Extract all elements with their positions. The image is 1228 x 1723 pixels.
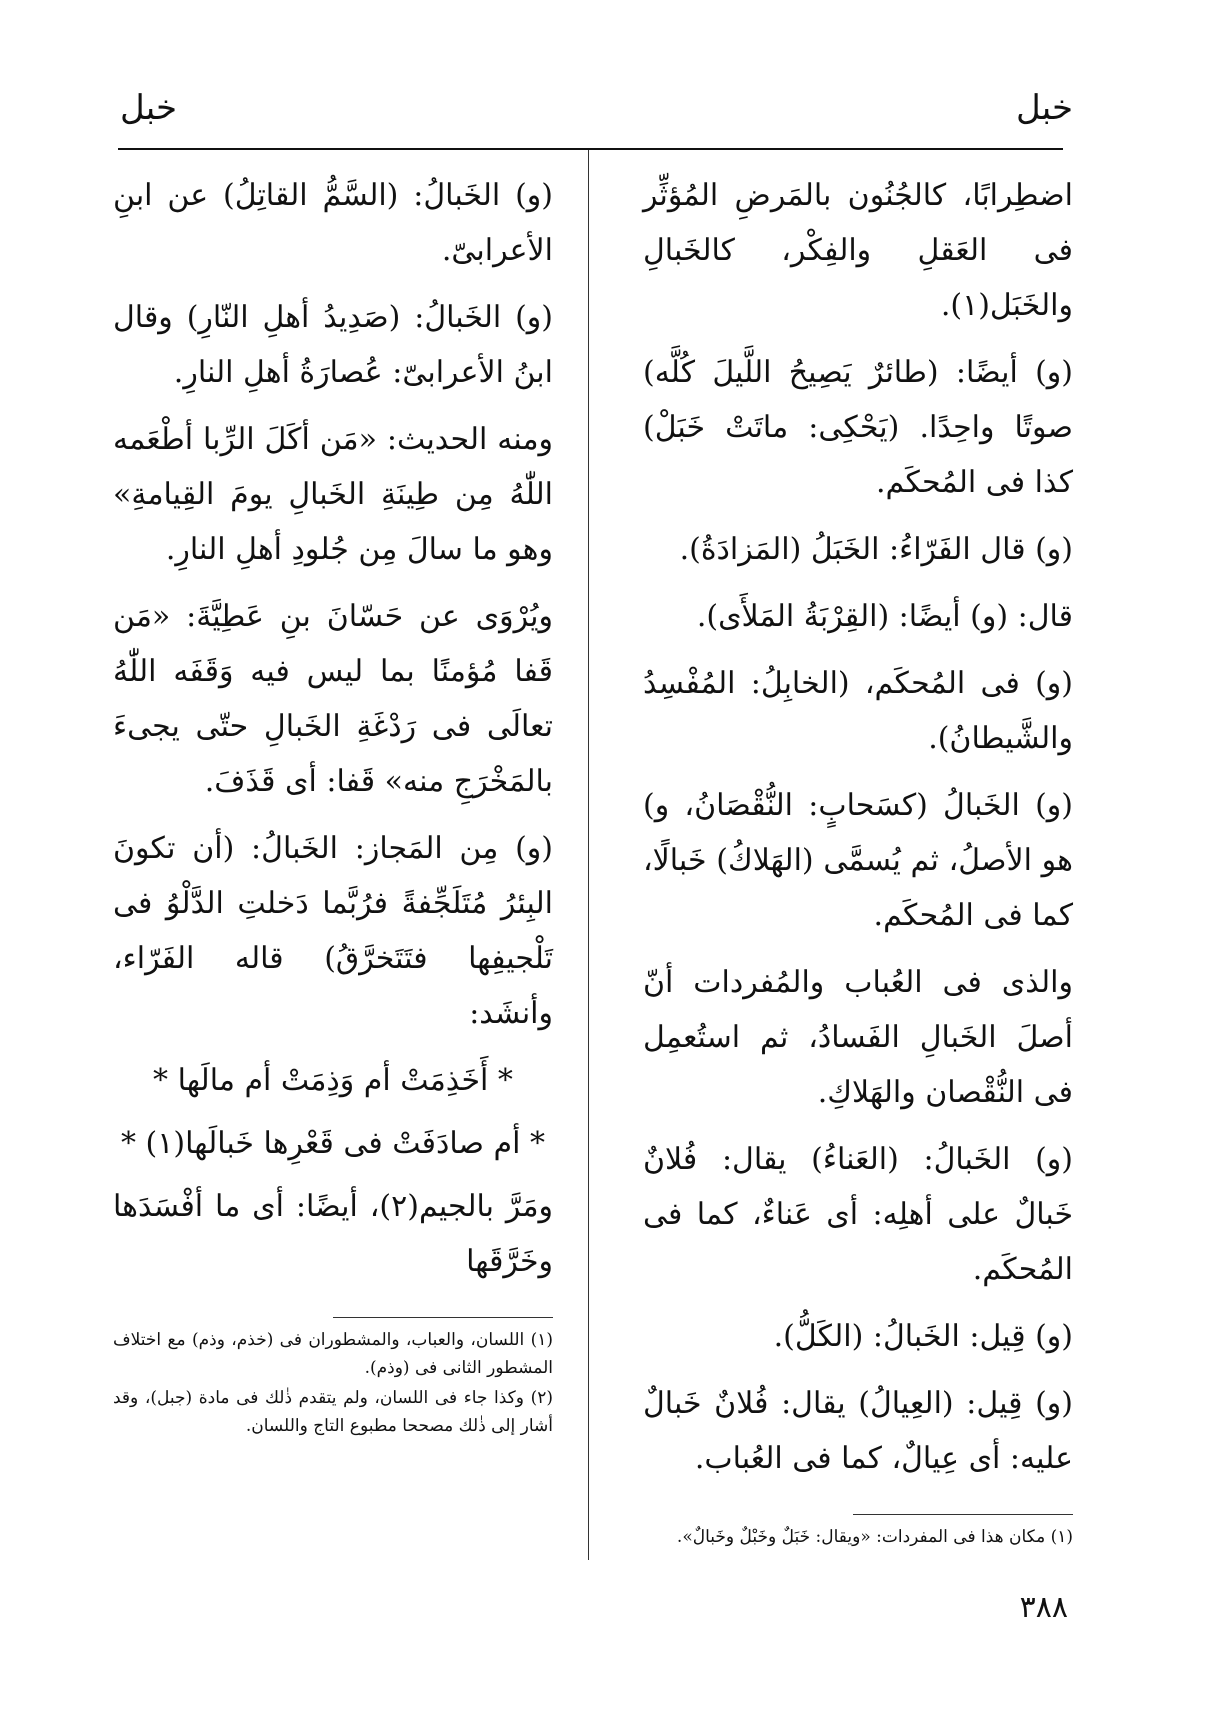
right-column xyxy=(643,168,1073,1553)
footnote: (٢) وكذا جاء فى اللسان، ولم يتقدم ذٰلك فى مادة (جبل)، وقد أشار إلى ذٰلك مصححا مطبوع التاج واللسان. xyxy=(113,1388,553,1436)
paragraph: (و) الخَبالُ: (صَدِيدُ أهلِ النّارِ) وقال ابنُ الأعرابىّ: عُصارَةُ أهلِ النارِ. xyxy=(113,300,553,390)
header-keyword-left: خبل xyxy=(120,88,178,128)
footnote-rule xyxy=(853,1514,1073,1515)
page-number: ٣٨٨ xyxy=(1019,1590,1068,1625)
paragraph: (و) قِيل: (العِيالُ) يقال: فُلانٌ خَبالٌ عليه: أى عِيالٌ، كما فى العُباب. xyxy=(643,1386,1073,1476)
paragraph: ومَرَّ بالجيم(٢)، أيضًا: أى ما أفْسَدَها وخَرَّقَها xyxy=(113,1189,553,1279)
verse-line: * أم صادَفَتْ فى قَعْرِها خَبالَها(١) * xyxy=(121,1126,545,1161)
paragraph: ويُرْوَى عن حَسّانَ بنِ عَطِيَّةَ: «مَن قَفا مُؤمنًا بما ليس فيه وَقَفَه اللّٰهُ تعالَى فى رَدْغَةِ الخَبالِ حتّى يجىءَ بالمَخْرَجِ منه» قَفا: أى قَذَفَ. xyxy=(113,599,553,799)
paragraph: (و) الخَبالُ (كسَحابٍ: النُّقْصَانُ، و) هو الأصلُ، ثم يُسمَّى (الهَلاكُ) خَبالًا، كما فى المُحكَم. xyxy=(643,788,1073,933)
paragraph: (و) قِيل: الخَبالُ: (الكَلُّ). xyxy=(773,1319,1073,1354)
paragraph: (و) أيضًا: (طائرٌ يَصِيحُ اللَّيلَ كُلَّه) صوتًا واحِدًا. (يَحْكِى: ماتَتْ خَبَلْ) كذا فى المُحكَم. xyxy=(643,355,1073,500)
paragraph: (و) فى المُحكَم، (الخابِلُ: المُفْسِدُ والشَّيطانُ). xyxy=(643,666,1073,756)
paragraph: قال: (و) أيضًا: (القِرْبَةُ المَلأَى). xyxy=(696,599,1073,634)
column-divider xyxy=(588,150,589,1560)
paragraph: ومنه الحديث: «مَن أكَلَ الرِّبا أطْعَمه اللّٰهُ مِن طِينَةِ الخَبالِ يومَ القِيامةِ» وهو ما سالَ مِن جُلودِ أهلِ النارِ. xyxy=(113,422,553,567)
paragraph: (و) الخَبالُ: (السَّمُّ القاتِلُ) عن ابنِ الأعرابىّ. xyxy=(113,178,553,268)
paragraph: (و) الخَبالُ: (العَناءُ) يقال: فُلانٌ خَبالٌ على أهلِه: أى عَناءٌ، كما فى المُحكَم. xyxy=(643,1142,1073,1287)
header-keyword-right: خبل xyxy=(1015,88,1073,128)
header-rule xyxy=(118,148,1063,150)
paragraph: (و) مِن المَجاز: الخَبالُ: (أن تكونَ البِئرُ مُتَلَجِّفةً فرُبَّما دَخلتِ الدَّلْوُ فى تَلْجيفِها فتَتَخرَّقُ) قاله الفَرّاء، وأنشَد: xyxy=(113,831,553,1031)
paragraph: اضطِرابًا، كالجُنُون بالمَرضِ المُؤثِّر فى العَقلِ والفِكْر، كالخَبالِ والخَبَل(١). xyxy=(643,178,1073,323)
left-column xyxy=(113,168,553,1442)
paragraph: (و) قال الفَرّاءُ: الخَبَلُ (المَزادَةُ). xyxy=(679,532,1073,567)
paragraph: والذى فى العُباب والمُفردات أنّ أصلَ الخَبالِ الفَسادُ، ثم استُعمِل فى النُّقْصان والهَلاكِ. xyxy=(643,965,1073,1110)
footnote: (١) اللسان، والعباب، والمشطوران فى (خذم، وذم) مع اختلاف المشطور الثانى فى (وذم). xyxy=(113,1330,553,1378)
verse-line: * أَخَذِمَتْ أم وَذِمَتْ أم مالَها * xyxy=(153,1063,513,1098)
footnote-rule xyxy=(333,1317,553,1318)
footnote: (١) مكان هذا فى المفردات: «ويقال: خَبَلٌ وخَبْلٌ وخَبالٌ». xyxy=(676,1527,1073,1547)
